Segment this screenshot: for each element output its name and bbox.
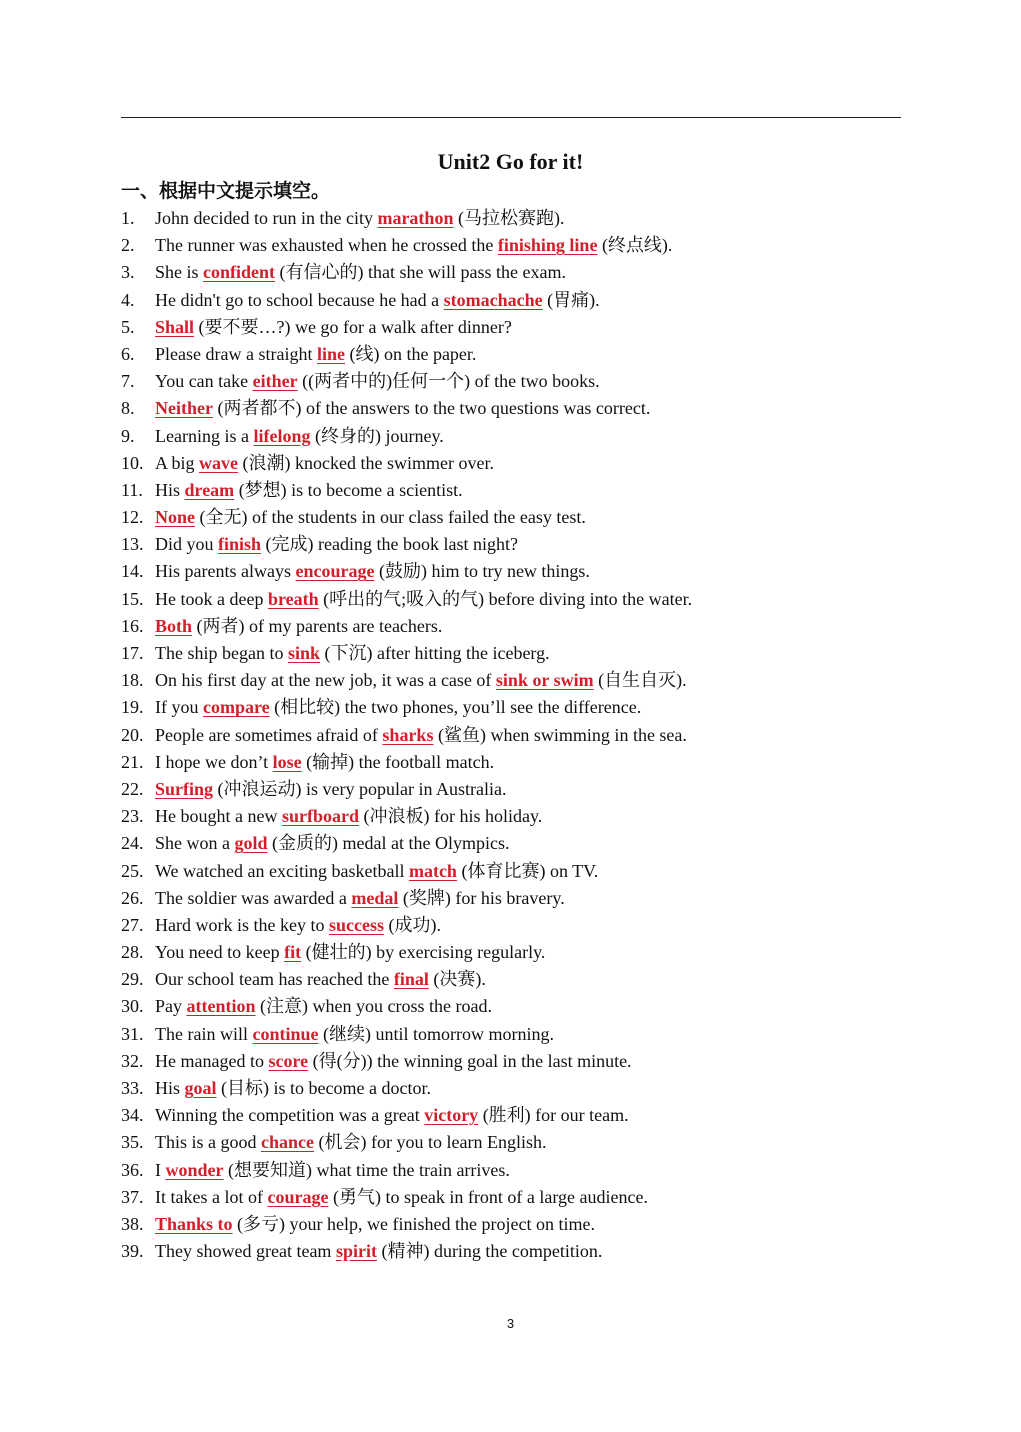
question-number: 25. (121, 860, 144, 881)
question-text-after: (要不要…?) we go for a walk after dinner? (194, 316, 512, 337)
question-text-after: (奖牌) for his bravery. (398, 887, 565, 908)
question-text (155, 450, 494, 477)
question-text-before: John decided to run in the city (155, 208, 378, 228)
question-number: 37. (121, 1186, 144, 1207)
question-number: 20. (121, 724, 144, 745)
answer-word: courage (267, 1186, 329, 1207)
question-text (155, 640, 550, 667)
question-number: 28. (121, 942, 144, 963)
answer-word: match (408, 860, 457, 881)
question-item (121, 912, 911, 939)
question-text-before: The runner was exhausted when he crossed the (155, 235, 498, 256)
question-text-before: He managed to (155, 1050, 269, 1071)
question-item (121, 586, 911, 613)
question-text-before: Our school team has reached the (155, 969, 394, 990)
question-text-after: (梦想) is to become a scientist. (234, 479, 463, 500)
question-item (121, 966, 911, 993)
question-item (121, 722, 911, 749)
answer-word: victory (424, 1105, 479, 1126)
answer-word: Neither (155, 398, 213, 419)
question-text-after: (胃痛). (542, 289, 600, 310)
question-number: 5. (121, 316, 135, 337)
question-text (155, 232, 672, 259)
answer-word: Shall (155, 316, 195, 337)
question-number: 38. (121, 1213, 144, 1234)
question-text-before: Please draw a straight (155, 343, 317, 364)
question-text (155, 586, 692, 613)
question-text (155, 830, 509, 857)
answer-word: success (328, 914, 384, 935)
question-text-after: (有信心的) that she will pass the exam. (275, 262, 566, 283)
question-text-after: (相比较) the two phones, you’ll see the difference. (269, 697, 642, 718)
question-item (121, 1157, 911, 1184)
question-text (155, 694, 641, 721)
question-number: 6. (121, 343, 135, 364)
question-text (155, 341, 476, 368)
page-number: 3 (506, 1316, 515, 1331)
question-text (155, 1238, 602, 1265)
question-text (155, 939, 545, 966)
question-text (155, 504, 586, 531)
question-number: 12. (121, 507, 144, 528)
question-text-before: His parents always (155, 561, 296, 582)
question-text (155, 613, 442, 640)
question-number: 7. (121, 371, 135, 392)
question-number: 1. (121, 208, 135, 228)
answer-word: Surfing (155, 778, 214, 799)
question-text-before: Pay (155, 996, 187, 1017)
question-text-before: They showed great team (155, 1241, 336, 1262)
answer-word: marathon (377, 208, 454, 228)
question-text-after: (浪潮) knocked the swimmer over. (238, 452, 494, 473)
question-number: 11. (121, 479, 143, 500)
question-text-after: (注意) when you cross the road. (255, 996, 492, 1017)
answer-word: stomachache (443, 289, 543, 310)
question-number: 15. (121, 588, 144, 609)
question-text-before: It takes a lot of (155, 1186, 268, 1207)
question-item (121, 1102, 911, 1129)
question-text (155, 1157, 510, 1184)
question-item (121, 232, 911, 259)
question-item (121, 803, 911, 830)
question-item (121, 531, 911, 558)
question-text-after: (线) on the paper. (344, 343, 477, 364)
question-number: 22. (121, 778, 144, 799)
question-text (155, 1211, 595, 1238)
question-item (121, 477, 911, 504)
question-number: 39. (121, 1241, 144, 1262)
question-text-after: (两者都不) of the answers to the two questions was correct. (212, 398, 651, 419)
question-text-before: Learning is a (155, 425, 254, 446)
question-text-before: Hard work is the key to (155, 914, 329, 935)
answer-word: line (316, 343, 345, 364)
question-item (121, 993, 911, 1020)
answer-word: lose (272, 751, 302, 772)
question-text-after: (冲浪板) for his holiday. (358, 806, 543, 827)
question-text-after: (得(分)) the winning goal in the last minute. (308, 1050, 632, 1071)
question-item (121, 640, 911, 667)
question-item (121, 423, 911, 450)
question-item (121, 885, 911, 912)
question-number: 34. (121, 1105, 144, 1126)
question-number: 18. (121, 670, 144, 691)
question-number: 32. (121, 1050, 144, 1071)
question-text (155, 1102, 629, 1129)
question-number: 21. (121, 751, 144, 772)
question-text (155, 858, 598, 885)
answer-word: finishing line (497, 235, 598, 256)
question-text-before: He took a deep (155, 588, 268, 609)
question-item (121, 613, 911, 640)
question-text (155, 966, 486, 993)
question-text-before: Winning the competition was a great (155, 1105, 425, 1126)
question-item (121, 858, 911, 885)
question-text-before: His (155, 479, 185, 500)
question-number: 36. (121, 1159, 144, 1180)
answer-word: breath (267, 588, 319, 609)
answer-word: compare (203, 697, 270, 718)
question-text-after: (精神) during the competition. (376, 1241, 603, 1262)
answer-word: dream (184, 479, 235, 500)
question-text-after: (呼出的气;吸入的气) before diving into the water. (318, 588, 693, 609)
question-text (155, 912, 441, 939)
question-item (121, 1184, 911, 1211)
answer-word: continue (252, 1023, 319, 1044)
question-text (155, 993, 492, 1020)
answer-word: Thanks to (155, 1213, 233, 1234)
question-number: 14. (121, 561, 144, 582)
question-item (121, 1238, 911, 1265)
page-title: Unit2 Go for it! (437, 149, 584, 174)
question-list (121, 205, 911, 1265)
question-text-after: (目标) is to become a doctor. (216, 1078, 431, 1098)
question-item (121, 1211, 911, 1238)
question-text-after: (多亏) your help, we finished the project on time. (232, 1213, 595, 1234)
question-item (121, 1075, 911, 1102)
question-number: 26. (121, 887, 144, 908)
question-text-before: This is a good (155, 1132, 261, 1153)
question-text-after: (两者) of my parents are teachers. (192, 615, 443, 636)
answer-word: score (268, 1050, 309, 1071)
question-text-before: He didn't go to school because he had a (155, 289, 444, 310)
question-text-after: (胜利) for our team. (478, 1105, 629, 1126)
question-text-after: (勇气) to speak in front of a large audience. (328, 1186, 649, 1207)
question-text (155, 1021, 554, 1048)
question-text-after: (终身的) journey. (310, 425, 444, 446)
answer-word: either (252, 371, 298, 392)
question-number: 10. (121, 452, 144, 473)
question-text (155, 722, 687, 749)
answer-word: None (155, 507, 195, 528)
question-number: 4. (121, 289, 135, 310)
question-text-after: (全无) of the students in our class failed the easy test. (195, 507, 586, 528)
question-item (121, 259, 911, 286)
answer-word: surfboard (281, 806, 359, 827)
question-text-after: (鲨鱼) when swimming in the sea. (433, 724, 687, 745)
question-text-after: (决赛). (428, 969, 486, 990)
question-item (121, 205, 911, 232)
question-text-before: The ship began to (155, 643, 288, 663)
question-number: 19. (121, 697, 144, 718)
question-text (155, 1184, 648, 1211)
question-item (121, 939, 911, 966)
question-text-after: (金质的) medal at the Olympics. (267, 833, 510, 854)
answer-word: encourage (295, 561, 375, 582)
question-text-after: (继续) until tomorrow morning. (318, 1023, 554, 1044)
question-item (121, 287, 911, 314)
answer-word: spirit (335, 1241, 377, 1262)
question-text (155, 531, 518, 558)
question-text-before: People are sometimes afraid of (155, 724, 383, 745)
question-number: 30. (121, 996, 144, 1017)
question-text (155, 287, 600, 314)
question-item (121, 314, 911, 341)
question-number: 17. (121, 643, 144, 663)
header-rule (121, 117, 901, 118)
answer-word: medal (351, 887, 399, 908)
question-text-before: If you (155, 697, 203, 718)
question-text-before: He bought a new (155, 806, 282, 827)
question-text-before: A big (155, 452, 200, 473)
question-text (155, 885, 565, 912)
question-text (155, 368, 600, 395)
question-text-after: (输掉) the football match. (301, 751, 495, 772)
question-number: 8. (121, 398, 135, 419)
question-text-before: You need to keep (155, 942, 285, 963)
question-text-before: She won a (155, 833, 235, 854)
question-item (121, 694, 911, 721)
question-text-after: (健壮的) by exercising regularly. (301, 942, 546, 963)
question-text (155, 803, 542, 830)
question-item (121, 395, 911, 422)
question-text-after: ((两者中的)任何一个) of the two books. (297, 371, 600, 392)
question-item (121, 450, 911, 477)
question-text (155, 395, 650, 422)
answer-word: fit (284, 942, 302, 963)
question-number: 35. (121, 1132, 144, 1153)
section-heading: 一、根据中文提示填空。 (121, 180, 331, 202)
question-item (121, 1129, 911, 1156)
question-text-after: (自生自灭). (593, 670, 687, 691)
question-item (121, 558, 911, 585)
question-text (155, 1048, 632, 1075)
question-number: 2. (121, 235, 135, 256)
question-text-before: The rain will (155, 1023, 253, 1044)
question-text-before: On his first day at the new job, it was a case of (155, 670, 496, 691)
question-text (155, 1129, 546, 1156)
answer-word: finish (218, 534, 262, 555)
answer-word: confident (203, 262, 276, 283)
answer-word: lifelong (253, 425, 311, 446)
question-number: 9. (121, 425, 135, 446)
answer-word: sharks (382, 724, 434, 745)
question-item (121, 830, 911, 857)
question-text-after: (想要知道) what time the train arrives. (223, 1159, 510, 1180)
question-item (121, 1021, 911, 1048)
question-text-before: She is (155, 262, 204, 283)
question-text (155, 667, 687, 694)
question-number: 24. (121, 833, 144, 854)
question-number: 29. (121, 969, 144, 990)
question-item (121, 776, 911, 803)
question-text (155, 259, 566, 286)
question-item (121, 504, 911, 531)
question-text (155, 1075, 431, 1102)
question-number: 13. (121, 534, 144, 555)
question-text-after: (马拉松赛跑). (453, 208, 565, 228)
question-item (121, 667, 911, 694)
answer-word: chance (261, 1132, 314, 1153)
question-text (155, 205, 564, 232)
question-number: 3. (121, 262, 135, 283)
question-text (155, 423, 444, 450)
question-number: 16. (121, 615, 144, 636)
question-text-after: (终点线). (597, 235, 673, 256)
answer-word: gold (234, 833, 268, 854)
question-text-after: (成功). (383, 914, 441, 935)
question-text-after: (机会) for you to learn English. (314, 1132, 547, 1153)
answer-word: Both (155, 615, 193, 636)
question-item (121, 749, 911, 776)
question-number: 23. (121, 806, 144, 827)
answer-word: wave (199, 452, 239, 473)
question-text (155, 558, 590, 585)
answer-word: attention (186, 996, 256, 1017)
question-item (121, 368, 911, 395)
question-text-before: Did you (155, 534, 218, 555)
question-text-after: (鼓励) him to try new things. (374, 561, 590, 582)
question-text-after: (完成) reading the book last night? (261, 534, 518, 555)
question-number: 33. (121, 1078, 144, 1098)
answer-word: sink or swim (495, 670, 594, 691)
question-text-before: I (155, 1159, 166, 1180)
question-item (121, 341, 911, 368)
question-text-after: (体育比赛) on TV. (456, 860, 599, 881)
question-text-before: I hope we don’t (155, 751, 273, 772)
answer-word: goal (184, 1078, 217, 1098)
question-text-before: The soldier was awarded a (155, 887, 352, 908)
question-text (155, 477, 463, 504)
question-text-before: His (155, 1078, 185, 1098)
question-text-before: You can take (155, 371, 253, 392)
question-item (121, 1048, 911, 1075)
question-number: 31. (121, 1023, 144, 1044)
question-text-before: We watched an exciting basketball (155, 860, 409, 881)
question-text (155, 749, 494, 776)
question-number: 27. (121, 914, 144, 935)
answer-word: wonder (165, 1159, 224, 1180)
question-text-after: (下沉) after hitting the iceberg. (320, 643, 550, 663)
question-text (155, 314, 512, 341)
answer-word: final (393, 969, 429, 990)
answer-word: sink (287, 643, 321, 663)
question-text (155, 776, 506, 803)
question-text-after: (冲浪运动) is very popular in Australia. (213, 778, 507, 799)
